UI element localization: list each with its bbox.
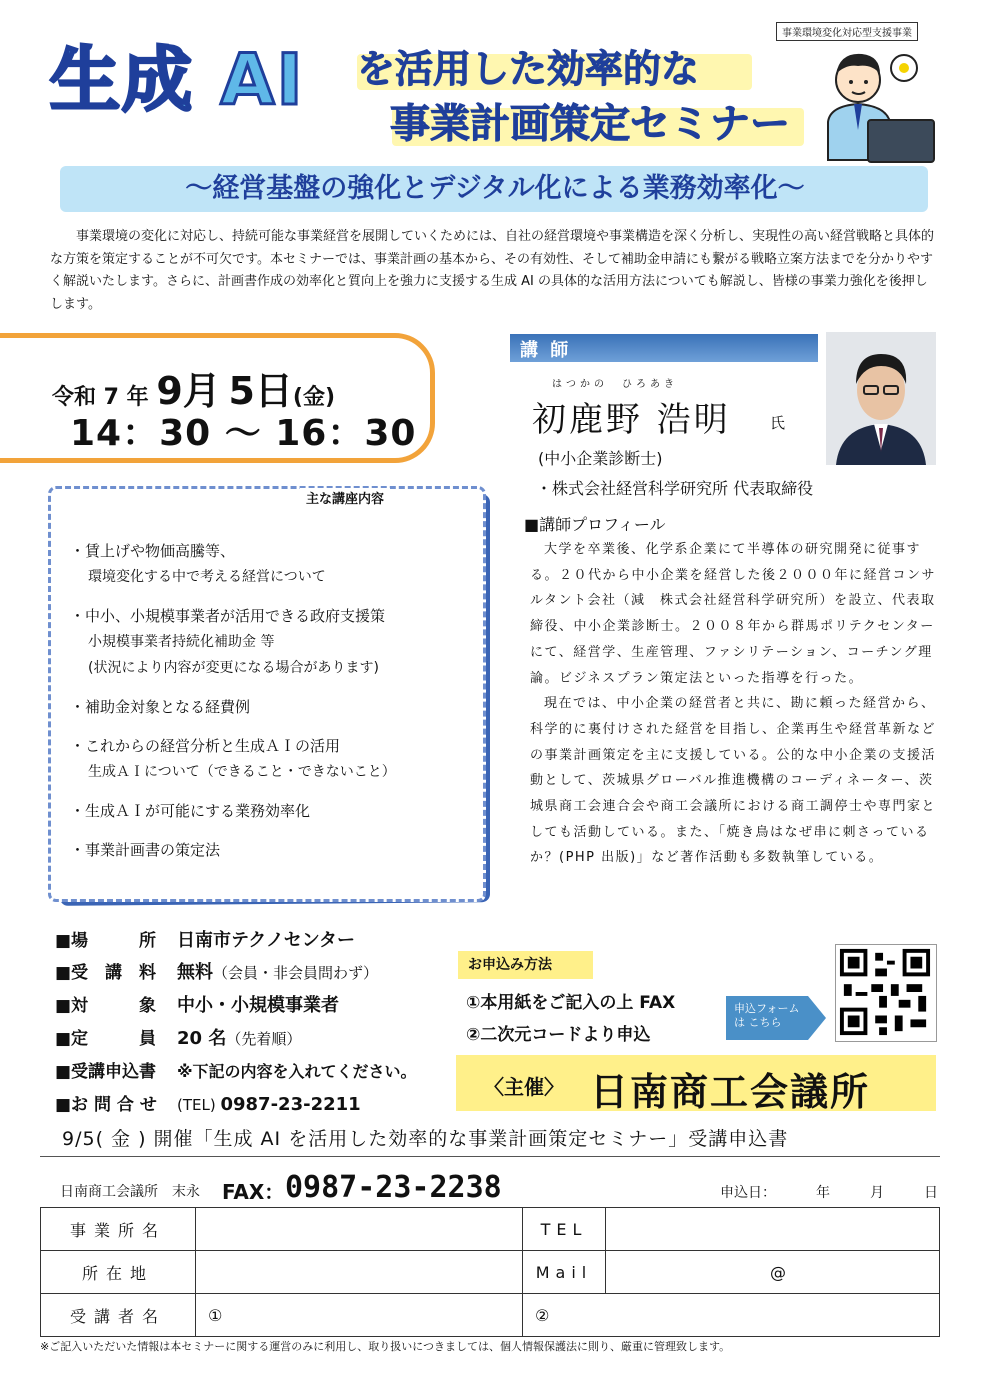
date-time: 14：30 〜 16：30 [70,413,417,454]
info-key: ■対 象 [55,996,157,1016]
lecturer-honorific: 氏 [770,414,786,432]
date-year: 年 [816,1185,830,1201]
lecturer-photo [826,332,936,465]
title-line-2: 事業計画策定セミナー [390,101,790,147]
info-key: ■定 員 [55,1029,157,1049]
fax-number: 0987-23-2238 [285,1170,502,1205]
contents-item [70,798,470,824]
info-key: ■お 問 合 せ [55,1095,157,1115]
address-field[interactable] [196,1251,523,1294]
contents-item [70,603,470,681]
profile-body [530,537,942,871]
date-day: 5 [228,369,255,413]
date-month: 9 [156,369,183,413]
program-tag: 事業環境変化対応型支援事業 [776,22,918,41]
info-value: 無料 [177,962,213,983]
info-key: ■場 所 [55,931,157,951]
lecturer-credential: (中小企業診断士) [538,449,663,468]
businessman-illustration [818,40,938,164]
contents-list [70,538,470,876]
intro-text: 事業環境の変化に対応し、持続可能な事業経営を展開していくためには、自社の経営環境や事業構造を深く分析し、実現性の高い経営戦略と具体的な方策を策定することが不可欠です。本セミナーでは、事業計画の基本から、その有効性、そして補助金申請にも繋がる戦略立案方法までを分かりやすく解説いたします。さらに、計画書作成の効率化と質向上を強力に支援する生成 AI の具体的な活用方法についても解説し、皆様の事業力強化を後押しします。 [50,229,935,312]
lecturer-label: 講 師 [520,340,572,361]
contents-item-note: (状況により内容が変更になる場合があります) [88,660,379,676]
contents-item [70,733,470,785]
profile-paragraph-1: 大学を卒業後、化学系企業にて半導体の研究開発に従事する。２０代から中小企業を経営した後２０００年に経営コンサルタント会社（減 株式会社経営科学研究所）を設立、代表取締役、中小企業診断士。２００８年から群馬ポリテクセンターにて、経営学、生産管理、ファシリテーション、コーチング理論。ビジネスプラン策定法といった指導を行った。 [530,542,937,686]
table-row [41,1208,940,1251]
attendee-1-field[interactable]: ① [196,1294,523,1337]
info-value: 20 名 [177,1028,227,1049]
date-day-unit: 日 [254,369,293,413]
subtitle: 〜経営基盤の強化とデジタル化による業務効率化〜 [185,173,805,204]
date-month-field: 月 [870,1185,884,1201]
contents-item-text: ・補助金対象となる経費例 [70,698,251,716]
form-label: 所在地 [41,1251,196,1294]
form-label: 受講者名 [41,1294,196,1337]
qr-code[interactable] [835,944,937,1042]
contents-item-text: ・これからの経営分析と生成ＡＩの活用 [70,737,341,755]
apply-form-link[interactable]: 申込フォームは こちら [726,996,808,1040]
contents-item-sub: 環境変化する中で考える経営について [88,569,326,585]
info-row-form [55,1057,417,1082]
divider [40,1156,940,1157]
title-ai: 生成 AI [50,39,305,121]
profile-paragraph-2: 現在では、中小企業の経営者と共に、勘に頼った経営から、科学的に裏付けされた経営を目指し、企業再生や経営革新などの事業計画策定を主に支援している。公的な中小企業の支援活動として、茨城県グローバル推進機構のコーディネーター、茨城県商工会連合会や商工会議所における商工調停士や専門家としても活動している。また、「焼き鳥はなぜ串に刺さっているか？(PHP 出版)」など著作活動も多数執筆している。 [530,696,937,866]
info-note: (TEL) [177,1096,221,1114]
date-day-field: 日 [924,1185,938,1201]
host-name: 日南商工会議所 [590,1070,871,1114]
title-line-1: を活用した効率的な [357,47,700,91]
info-key: ■受講申込書 [55,1062,157,1082]
contents-item [70,538,470,590]
info-note: （先着順） [226,1030,302,1048]
form-label: TEL [523,1208,606,1251]
contents-item [70,837,470,863]
lecturer-company: ・株式会社経営科学研究所 代表取締役 [536,479,814,498]
lecturer-portrait-icon [826,332,936,465]
info-row-fee [55,958,378,984]
privacy-note: ※ご記入いただいた情報は本セミナーに関する運営のみに利用し、取り扱いにつきましては、個人情報保護法に則り、厳重に管理致します。 [40,1340,731,1353]
info-value: 0987-23-2211 [220,1094,361,1115]
application-form-table [40,1207,940,1337]
date-weekday: (金) [292,385,336,410]
info-row-target [55,991,339,1017]
table-row [41,1251,940,1294]
info-value: 中小・小規模事業者 [177,995,339,1016]
host-label: 〈主催〉 [484,1075,564,1099]
info-row-contact [55,1090,361,1115]
form-label: Mail [523,1251,606,1294]
apply-method-qr: ②二次元コードより申込 [466,1025,651,1045]
qr-code-icon [836,945,934,1039]
attendee-2-field[interactable]: ② [523,1294,940,1337]
contents-item-text: ・生成ＡＩが可能にする業務効率化 [70,802,311,820]
info-note: （会員・非会員問わず） [213,964,379,982]
profile-heading: ■講師プロフィール [524,515,666,534]
form-label: 事業所名 [41,1208,196,1251]
contents-item-text: ・事業計画書の策定法 [70,841,221,859]
date-month-unit: 月 [182,369,221,413]
contents-item-text: ・賃上げや物価高騰等、 [70,542,236,560]
fax-label: FAX： [222,1180,285,1204]
info-value: 日南市テクノセンター [177,930,356,951]
apply-method-fax: ①本用紙をご記入の上 FAX [466,993,676,1013]
arrow-right-icon [808,996,826,1040]
table-row [41,1294,940,1337]
form-recipient: 日南商工会議所 末永 [60,1184,200,1200]
info-row-capacity [55,1024,301,1050]
form-title: 9/5( 金 ) 開催「生成 AI を活用した効率的な事業計画策定セミナー」受講申込書 [62,1128,789,1150]
lecturer-ruby: はつかの ひろあき [552,379,678,390]
application-date [720,1182,938,1202]
lecturer-name: 初鹿野 浩明 [532,400,731,440]
contents-item-sub: 生成ＡＩについて（できること・できないこと） [88,764,396,780]
contents-item-sub: 小規模事業者持続化補助金 等 [88,634,275,650]
contents-item [70,694,470,720]
date-label: 申込日： [720,1185,776,1201]
business-name-field[interactable] [196,1208,523,1251]
apply-title: お申込み方法 [458,951,593,979]
info-key: ■受 講 料 [55,963,157,983]
tel-field[interactable] [606,1208,940,1251]
mail-field[interactable]: @ [606,1251,940,1294]
date-era: 令和 7 年 [52,385,149,410]
contents-title: 主な講座内容 [300,488,390,507]
info-value: ※下記の内容を入れてください。 [177,1062,417,1081]
info-row-venue [55,926,355,952]
contents-item-text: ・中小、小規模事業者が活用できる政府支援策 [70,607,386,625]
